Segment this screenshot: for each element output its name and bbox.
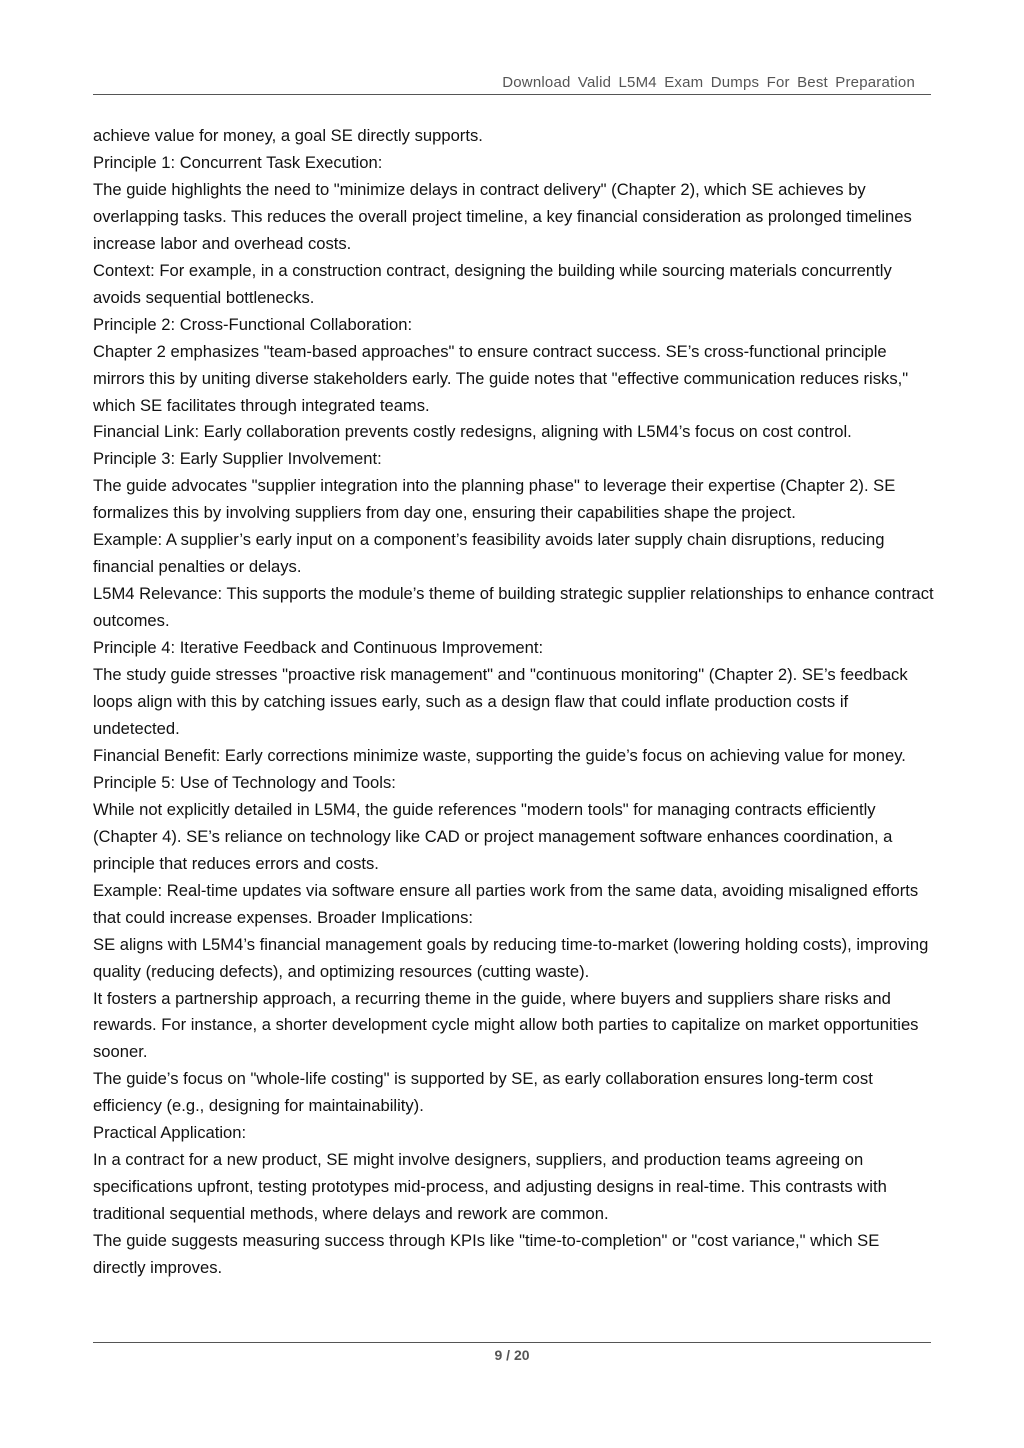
footer-divider	[93, 1342, 931, 1343]
body-paragraph: SE aligns with L5M4’s financial management goals by reducing time-to-market (lowering holding costs), improving quality (reducing defects), and optimizing resources (cutting waste).	[93, 934, 929, 981]
body-paragraph: It fosters a partnership approach, a recurring theme in the guide, where buyers and suppliers share risks and rewards. For instance, a shorter development cycle might allow both parties to capitalize on market opportunities sooner.	[93, 988, 919, 1062]
principle-heading: Principle 1: Concurrent Task Execution:	[93, 152, 383, 172]
body-paragraph: Financial Benefit: Early corrections minimize waste, supporting the guide’s focus on achieving value for money.	[93, 745, 906, 765]
body-paragraph: The guide suggests measuring success through KPIs like "time-to-completion" or "cost variance," which SE directly improves.	[93, 1231, 880, 1278]
body-paragraph: Financial Link: Early collaboration prevents costly redesigns, aligning with L5M4’s focus on cost control.	[93, 422, 852, 442]
document-body	[93, 123, 935, 1282]
principle-heading: Principle 4: Iterative Feedback and Continuous Improvement:	[93, 638, 544, 658]
page-header	[93, 70, 931, 95]
body-paragraph: Example: Real-time updates via software ensure all parties work from the same data, avoiding misaligned efforts that could increase expenses. Broader Implications:	[93, 880, 919, 927]
body-paragraph: Chapter 2 emphasizes "team-based approaches" to ensure contract success. SE’s cross-functional principle mirrors this by uniting diverse stakeholders early. The guide notes that "effective communication reduces risks," which SE facilitates through integrated teams.	[93, 341, 909, 415]
body-paragraph: The study guide stresses "proactive risk management" and "continuous monitoring" (Chapter 2). SE’s feedback loops align with this by catching issues early, such as a design flaw that could inflate production costs if undetected.	[93, 665, 908, 738]
body-paragraph: The guide advocates "supplier integration into the planning phase" to leverage their expertise (Chapter 2). SE formalizes this by involving suppliers from day one, ensuring their capabilities shape the project.	[93, 476, 896, 523]
body-paragraph: L5M4 Relevance: This supports the module’s theme of building strategic supplier relationships to enhance contract outcomes.	[93, 584, 934, 631]
principle-heading: Principle 2: Cross-Functional Collaboration:	[93, 314, 413, 334]
body-paragraph: The guide highlights the need to "minimize delays in contract delivery" (Chapter 2), which SE achieves by overlapping tasks. This reduces the overall project timeline, a key financial consideration as prolonged timelines increase labor and overhead costs.	[93, 179, 912, 253]
header-title: Download Valid L5M4 Exam Dumps For Best Preparation	[502, 74, 915, 91]
principle-heading: Principle 3: Early Supplier Involvement:	[93, 449, 382, 469]
body-paragraph: The guide’s focus on "whole-life costing" is supported by SE, as early collaboration ensures long-term cost efficiency (e.g., designing for maintainability).	[93, 1069, 873, 1116]
principle-heading: Principle 5: Use of Technology and Tools:	[93, 772, 396, 792]
body-paragraph: While not explicitly detailed in L5M4, the guide references "modern tools" for managing contracts efficiently (Chapter 4). SE’s reliance on technology like CAD or project management software enhances coordination, a principle that reduces errors and costs.	[93, 799, 893, 873]
body-paragraph: achieve value for money, a goal SE directly supports.	[93, 126, 483, 145]
section-heading: Practical Application:	[93, 1123, 247, 1143]
body-paragraph: Context: For example, in a construction contract, designing the building while sourcing materials concurrently avoids sequential bottlenecks.	[93, 260, 892, 307]
body-paragraph: Example: A supplier’s early input on a component’s feasibility avoids later supply chain disruptions, reducing financial penalties or delays.	[93, 530, 885, 577]
body-paragraph: In a contract for a new product, SE might involve designers, suppliers, and production teams agreeing on specifications upfront, testing prototypes mid-process, and adjusting designs in real-time. This contrasts with traditional sequential methods, where delays and rework are common.	[93, 1150, 887, 1224]
page-number: 9 / 20	[494, 1347, 530, 1363]
